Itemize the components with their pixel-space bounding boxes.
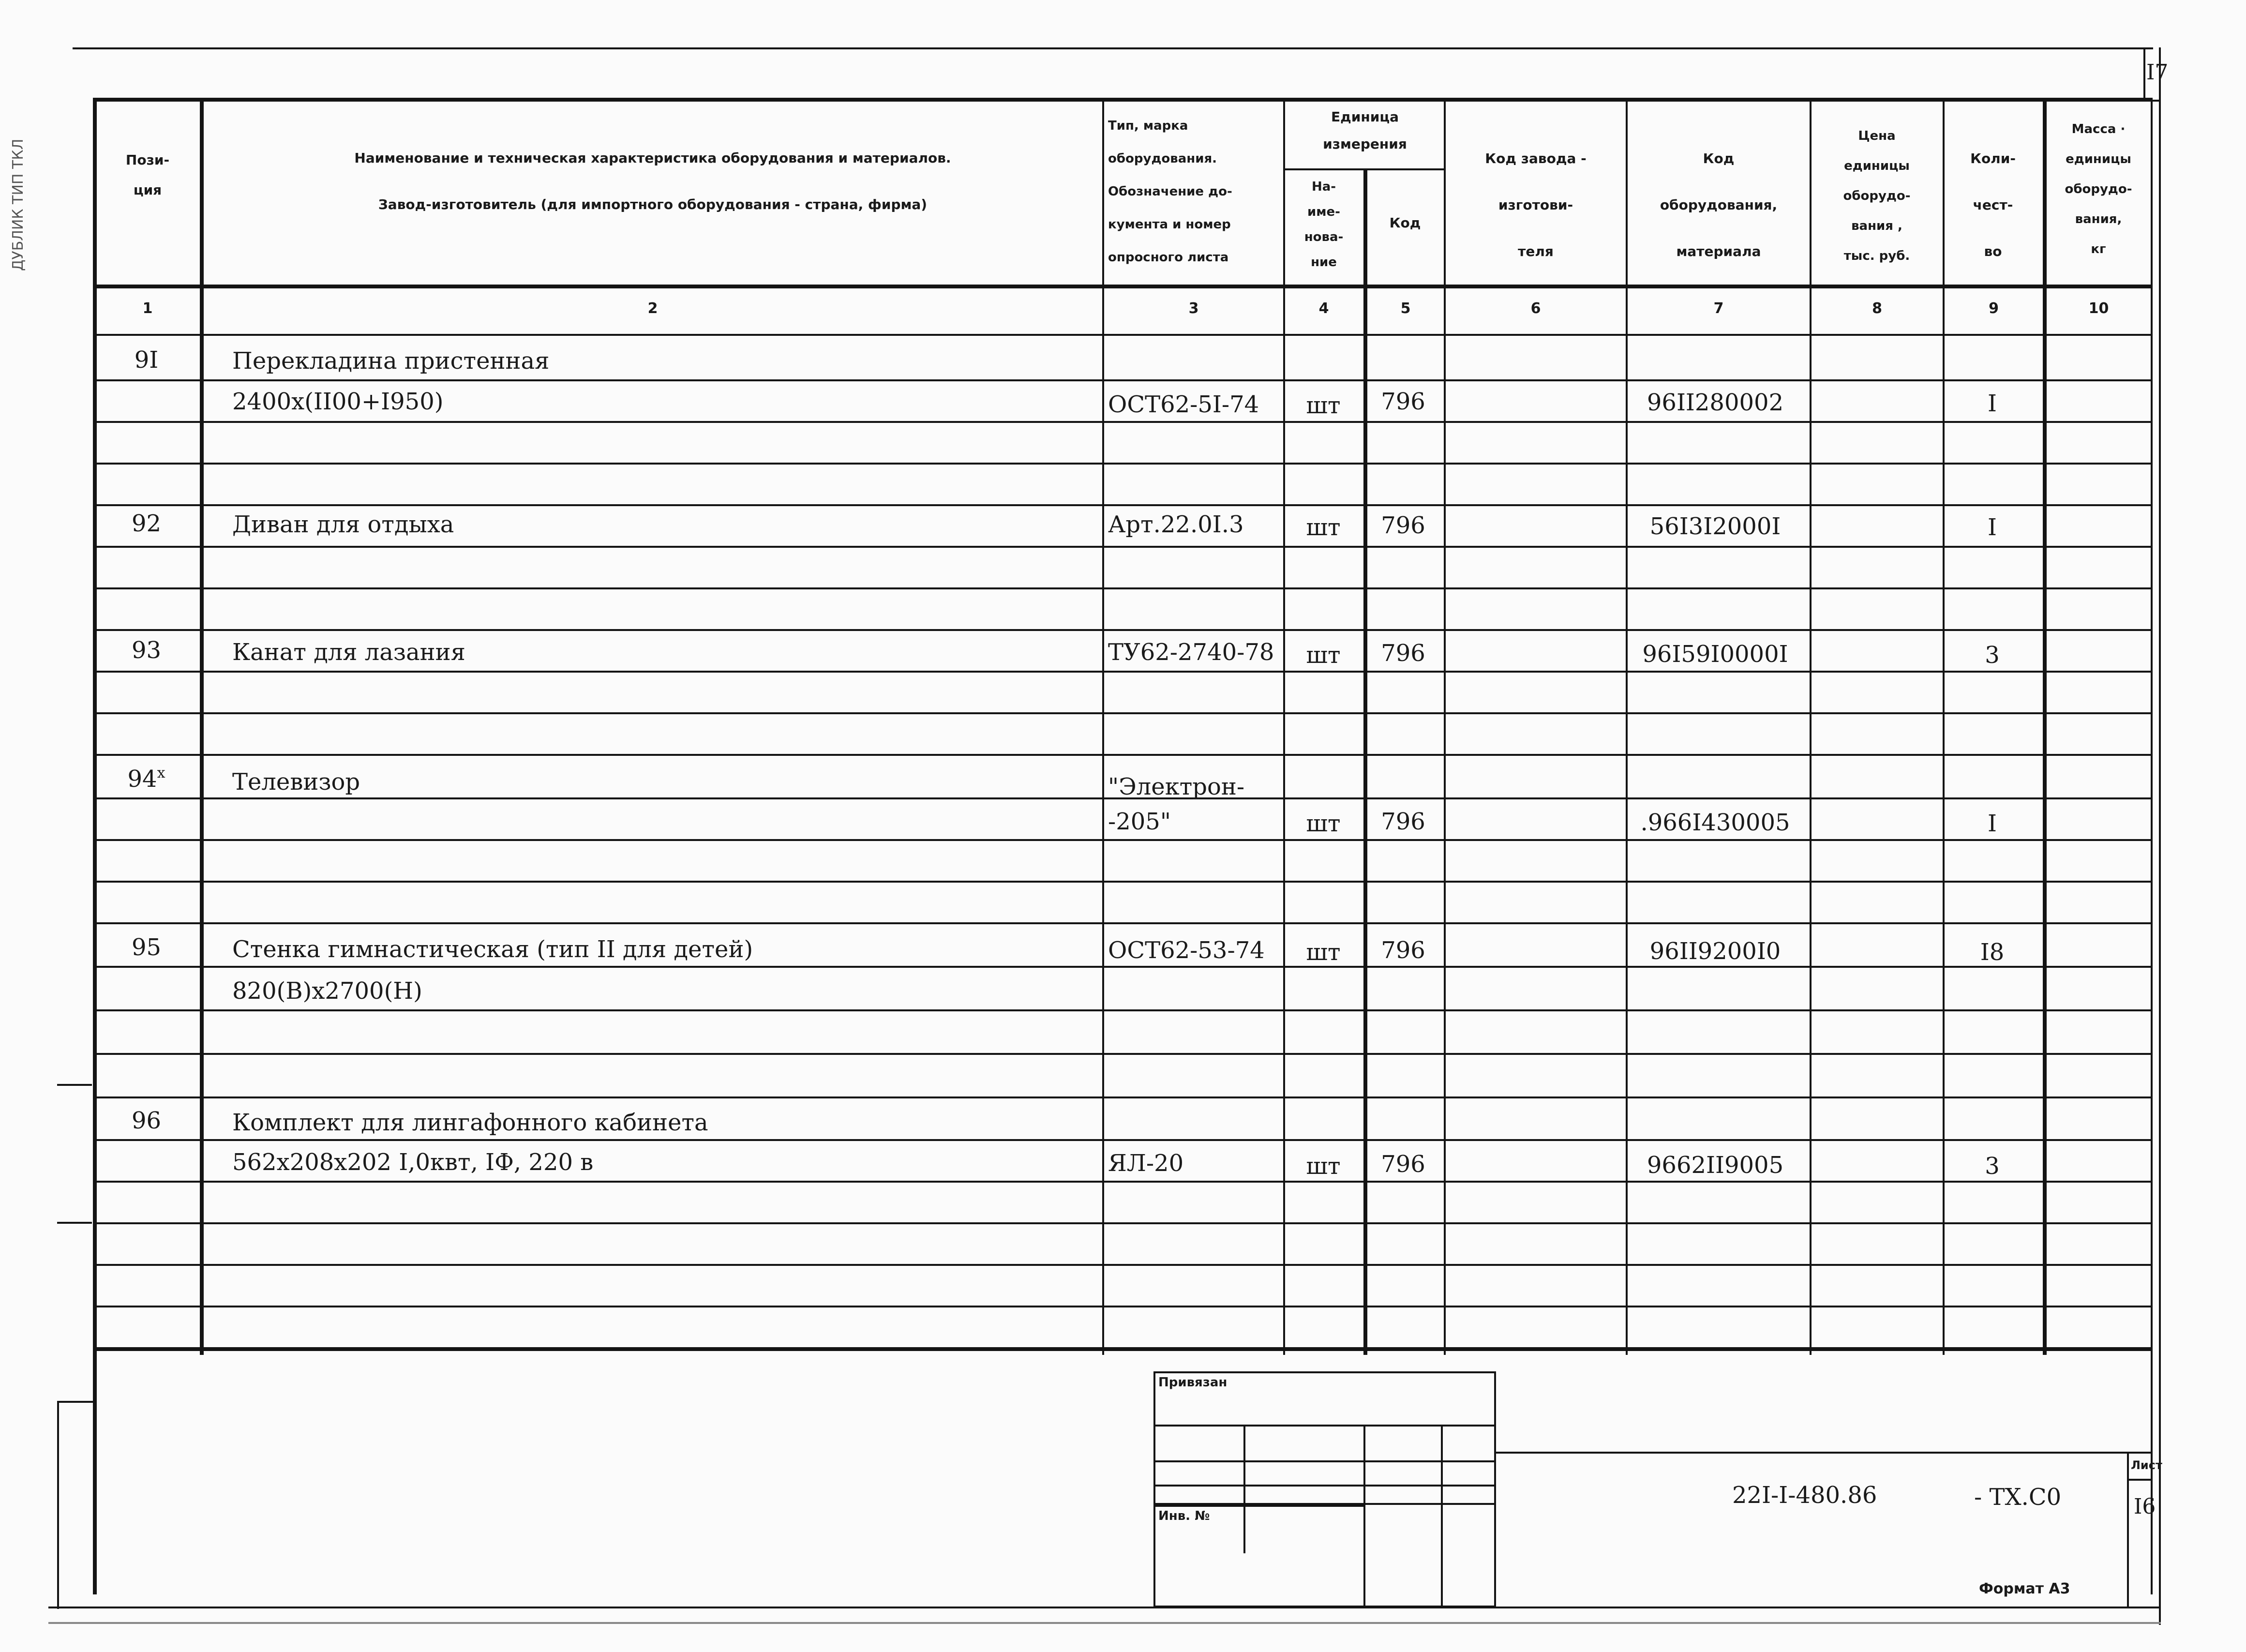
item-unit: шт bbox=[1306, 1153, 1341, 1180]
row-line bbox=[93, 1306, 2153, 1307]
item-quantity: I8 bbox=[1980, 939, 2005, 966]
row-line bbox=[93, 1181, 2153, 1183]
item-name: Комплект для лингафонного кабинета bbox=[232, 1109, 708, 1136]
document-code: 22I-I-480.86 bbox=[1732, 1482, 1877, 1509]
item-unit-code: 796 bbox=[1381, 640, 1425, 667]
row-line bbox=[93, 587, 2153, 589]
col-number: 2 bbox=[647, 300, 658, 317]
sheet-number: I6 bbox=[2134, 1494, 2156, 1519]
item-position-mark: x bbox=[157, 765, 165, 781]
row-line bbox=[93, 712, 2153, 714]
item-unit: шт bbox=[1306, 642, 1341, 669]
item-document: Арт.22.0I.3 bbox=[1108, 511, 1244, 538]
row-line bbox=[93, 754, 2153, 756]
table-body-bottom-line bbox=[93, 1347, 2153, 1351]
header-unit-code: Код bbox=[1389, 215, 1421, 231]
sheet-corner-number: I7 bbox=[2146, 60, 2169, 85]
col-number: 4 bbox=[1318, 300, 1329, 317]
row-line bbox=[93, 966, 2153, 968]
header-unit-name: На- име- нова- ние bbox=[1304, 180, 1344, 270]
row-line bbox=[93, 1139, 2153, 1141]
privyazan-line bbox=[1153, 1485, 1496, 1487]
row-line bbox=[93, 671, 2153, 673]
bottom-trim-line bbox=[48, 1622, 2161, 1624]
privyazan-col bbox=[1441, 1425, 1443, 1607]
item-name: 562х208х202 I,0квт, IФ, 220 в bbox=[232, 1149, 594, 1176]
item-quantity: I bbox=[1988, 390, 1997, 417]
col-number: 7 bbox=[1713, 300, 1724, 317]
item-name: Диван для отдыха bbox=[232, 511, 454, 538]
row-line bbox=[93, 1264, 2153, 1266]
item-equipment-code: 96II280002 bbox=[1647, 389, 1784, 416]
row-line bbox=[93, 421, 2153, 423]
item-name: Телевизор bbox=[232, 768, 360, 796]
format-label: Формат А3 bbox=[1979, 1580, 2070, 1597]
privyazan-line bbox=[1153, 1460, 1496, 1462]
row-line bbox=[93, 1096, 2153, 1098]
item-unit-code: 796 bbox=[1381, 937, 1425, 964]
item-quantity: I bbox=[1988, 514, 1997, 541]
col-number: 10 bbox=[2088, 300, 2109, 317]
item-document: ЯЛ-20 bbox=[1108, 1150, 1184, 1177]
header-mass: Масса · единицы оборудо- вания, кг bbox=[2065, 122, 2132, 256]
col-number: 6 bbox=[1530, 300, 1541, 317]
table-left-border bbox=[93, 99, 97, 1594]
top-frame-line bbox=[73, 47, 2153, 49]
item-document: ТУ62-2740-78 bbox=[1108, 639, 1274, 666]
item-equipment-code: 96I59I0000I bbox=[1642, 641, 1788, 668]
bottom-frame-line bbox=[48, 1607, 2161, 1608]
item-position bbox=[94, 764, 198, 795]
item-unit: шт bbox=[1306, 939, 1341, 966]
privyazan-label: Привязан bbox=[1158, 1375, 1228, 1390]
header-name-line1: Наименование и техническая характеристика оборудования и материалов. bbox=[354, 150, 951, 166]
privyazan-inv-line bbox=[1153, 1505, 1364, 1507]
header-unit-group: Единица измерения bbox=[1323, 109, 1407, 152]
row-line bbox=[93, 504, 2153, 506]
item-name: 820(В)х2700(Н) bbox=[232, 977, 422, 1005]
row-line bbox=[93, 379, 2153, 381]
sheet-box-left bbox=[2127, 1452, 2129, 1607]
item-unit-code: 796 bbox=[1381, 512, 1425, 539]
item-document: ОСТ62-53-74 bbox=[1108, 937, 1265, 964]
item-equipment-code: 56I3I2000I bbox=[1649, 513, 1781, 540]
item-document: -205" bbox=[1108, 808, 1171, 835]
document-suffix: - ТХ.С0 bbox=[1974, 1484, 2062, 1511]
privyazan-col bbox=[1243, 1425, 1245, 1553]
table-right-border bbox=[2151, 99, 2153, 1594]
row-line bbox=[93, 629, 2153, 631]
header-price: Цена единицы оборудо- вания , тыс. руб. bbox=[1843, 129, 1911, 263]
item-position: 95 bbox=[131, 934, 162, 961]
col-number: 3 bbox=[1188, 300, 1199, 317]
header-factory-code: Код завода - изготови- теля bbox=[1485, 150, 1587, 259]
row-line bbox=[93, 463, 2153, 465]
header-quantity: Коли- чест- во bbox=[1970, 150, 2016, 259]
row-line bbox=[93, 922, 2153, 924]
item-name: Перекладина пристенная bbox=[232, 347, 550, 375]
col-number: 8 bbox=[1872, 300, 1882, 317]
corner-box-left bbox=[2143, 47, 2145, 101]
item-equipment-code: 9662II9005 bbox=[1647, 1152, 1784, 1179]
left-margin-tick-1 bbox=[57, 1084, 92, 1086]
item-document: "Электрон- bbox=[1108, 773, 1245, 800]
header-equipment-code: Код оборудования, материала bbox=[1660, 150, 1778, 259]
header-position: Пози- ция bbox=[125, 152, 170, 198]
header-type-doc: Тип, марка оборудования. Обозначение до- кумента и номер опросного листа bbox=[1108, 119, 1232, 265]
colnum-bottom-line bbox=[93, 334, 2153, 336]
row-line bbox=[93, 881, 2153, 883]
left-margin-tick-2 bbox=[57, 1222, 92, 1224]
item-unit: шт bbox=[1306, 810, 1341, 837]
item-name: Стенка гимнастическая (тип II для детей) bbox=[232, 936, 753, 963]
item-unit-code: 796 bbox=[1381, 808, 1425, 835]
row-line bbox=[93, 1053, 2153, 1055]
item-equipment-code: .966I430005 bbox=[1640, 809, 1790, 836]
row-line bbox=[93, 546, 2153, 548]
header-name-line2: Завод-изготовитель (для импортного оборудования - страна, фирма) bbox=[378, 196, 928, 212]
item-position: 9I bbox=[134, 346, 159, 374]
item-quantity: 3 bbox=[1985, 642, 2000, 669]
row-line bbox=[93, 839, 2153, 841]
title-left-strip-line bbox=[57, 1401, 59, 1609]
item-name: Канат для лазания bbox=[232, 639, 465, 666]
item-position: 96 bbox=[131, 1107, 162, 1134]
doc-code-top-line bbox=[1496, 1452, 2152, 1454]
item-unit: шт bbox=[1306, 514, 1341, 541]
privyazan-col bbox=[1363, 1425, 1365, 1607]
item-position: 93 bbox=[131, 637, 162, 664]
item-unit: шт bbox=[1306, 392, 1341, 419]
side-stamp: ДУБЛИК ТИП ТКЛ bbox=[10, 138, 27, 271]
row-line bbox=[93, 1009, 2153, 1011]
col-number: 1 bbox=[142, 300, 153, 317]
item-unit-code: 796 bbox=[1381, 388, 1425, 415]
item-document: ОСТ62-5I-74 bbox=[1108, 391, 1259, 418]
sheet-label: Лист bbox=[2131, 1458, 2162, 1472]
item-quantity: 3 bbox=[1985, 1153, 2000, 1180]
col-number: 5 bbox=[1400, 300, 1411, 317]
item-position: 92 bbox=[131, 510, 162, 537]
item-name: 2400х(II00+I950) bbox=[232, 388, 444, 415]
right-frame-line bbox=[2159, 47, 2161, 1625]
table-top-border bbox=[93, 98, 2153, 102]
privyazan-line bbox=[1153, 1425, 1496, 1427]
unit-group-divider bbox=[1283, 168, 1446, 170]
item-unit-code: 796 bbox=[1381, 1151, 1425, 1178]
title-left-strip-top bbox=[57, 1401, 95, 1403]
col-number: 9 bbox=[1989, 300, 1999, 317]
item-quantity: I bbox=[1988, 810, 1997, 837]
item-equipment-code: 96II9200I0 bbox=[1649, 938, 1781, 965]
row-line bbox=[93, 1222, 2153, 1224]
inventory-number-label: Инв. № bbox=[1158, 1509, 1210, 1523]
item-position-number: 94 bbox=[127, 766, 157, 793]
sheet-box-divider bbox=[2127, 1479, 2152, 1481]
privyazan-box bbox=[1153, 1371, 1496, 1607]
